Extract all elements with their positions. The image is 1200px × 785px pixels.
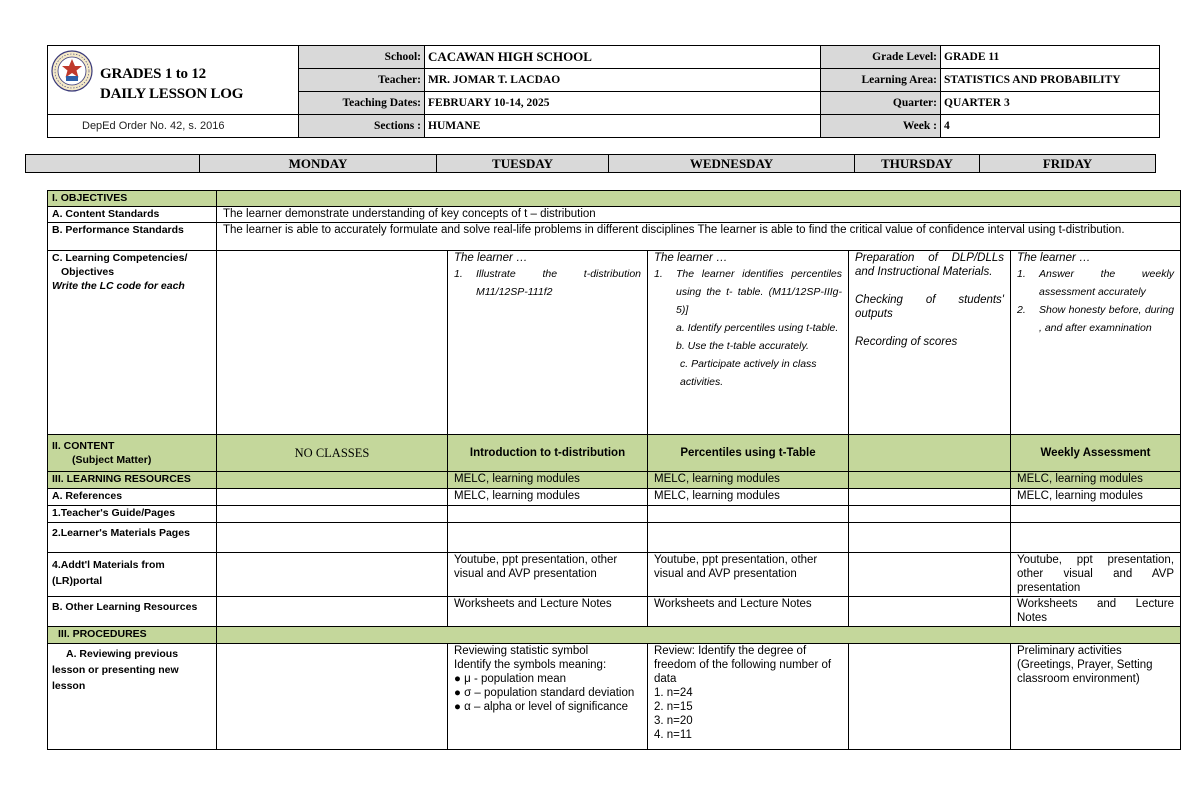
tuesday-learner-intro: The learner … xyxy=(454,252,528,264)
week-label: Week : xyxy=(821,115,941,138)
additional-materials-label xyxy=(48,553,217,597)
thursday-item-3: Recording of scores xyxy=(855,336,958,348)
thursday-resources xyxy=(849,472,1011,489)
wednesday-objective-a: a. Identify percentiles using t-table. xyxy=(676,322,839,334)
references-label: A. References xyxy=(48,489,217,506)
monday-other-resources xyxy=(217,597,448,627)
friday-references: MELC, learning modules xyxy=(1011,489,1181,506)
content-label-line1: II. CONTENT xyxy=(52,440,115,452)
school-value: CACAWAN HIGH SCHOOL xyxy=(425,46,821,69)
tuesday-additional-materials: Youtube, ppt presentation, other visual and AVP presentation xyxy=(448,553,648,597)
day-wednesday: WEDNESDAY xyxy=(609,155,855,173)
thursday-competencies xyxy=(849,251,1011,435)
list-item: 1. Answer the weekly assessment accurately xyxy=(1017,268,1175,298)
reviewing-label-line3: lesson xyxy=(52,680,86,692)
content-label xyxy=(48,435,217,472)
content-label-line2: (Subject Matter) xyxy=(72,454,152,466)
competencies-label-line2: Objectives xyxy=(61,266,115,278)
wednesday-review-line: 1. n=24 xyxy=(654,687,693,699)
tuesday-objectives-list xyxy=(454,265,641,301)
wednesday-learners-materials xyxy=(648,523,849,553)
tuesday-resources: MELC, learning modules xyxy=(448,472,648,489)
dates-value: FEBRUARY 10-14, 2025 xyxy=(425,92,821,115)
procedures-label: III. PROCEDURES xyxy=(48,627,217,644)
learners-materials-label: 2.Learner's Materials Pages xyxy=(48,523,217,553)
grade-value: GRADE 11 xyxy=(941,46,1160,69)
learning-resources-label: III. LEARNING RESOURCES xyxy=(48,472,217,489)
area-label: Learning Area: xyxy=(821,69,941,92)
friday-competencies xyxy=(1011,251,1181,435)
wednesday-learner-intro: The learner … xyxy=(654,252,728,264)
teacher-label: Teacher: xyxy=(299,69,425,92)
tuesday-competencies xyxy=(448,251,648,435)
monday-additional-materials xyxy=(217,553,448,597)
deped-seal-logo xyxy=(51,50,93,92)
friday-objectives-list xyxy=(1017,265,1174,337)
tuesday-review-line: Identify the symbols meaning: xyxy=(454,659,607,671)
monday-competencies xyxy=(217,251,448,435)
wednesday-additional-materials: Youtube, ppt presentation, other visual and AVP presentation xyxy=(648,553,849,597)
content-standards-text: The learner demonstrate understanding of key concepts of t – distribution xyxy=(217,207,1181,223)
day-header-row xyxy=(25,154,1156,173)
thursday-additional-materials xyxy=(849,553,1011,597)
friday-additional-materials: Youtube, ppt presentation, other visual and AVP presentation xyxy=(1011,553,1181,597)
monday-references xyxy=(217,489,448,506)
wednesday-objectives-list xyxy=(654,265,842,319)
friday-learners-materials xyxy=(1011,523,1181,553)
monday-learners-materials xyxy=(217,523,448,553)
monday-content: NO CLASSES xyxy=(217,435,448,472)
thursday-item-2: Checking of students' outputs xyxy=(855,294,1004,320)
competencies-label-line3: Write the LC code for each xyxy=(52,280,185,292)
thursday-references xyxy=(849,489,1011,506)
day-monday: MONDAY xyxy=(200,155,437,173)
tuesday-references: MELC, learning modules xyxy=(448,489,648,506)
sections-value: HUMANE xyxy=(425,115,821,138)
list-item: 1. Illustrate the t-distribution M11/12SP-111f2 xyxy=(454,268,641,298)
reviewing-label-line2: lesson or presenting new xyxy=(52,664,179,676)
wednesday-review-line: Review: Identify the degree of freedom of the following number of data xyxy=(654,645,832,685)
monday-resources xyxy=(217,472,448,489)
friday-review-line: Preliminary activities xyxy=(1017,645,1122,657)
wednesday-teachers-guide xyxy=(648,506,849,523)
procedures-band xyxy=(217,627,1181,644)
wednesday-review-line: 2. n=15 xyxy=(654,701,693,713)
title-line-2: DAILY LESSON LOG xyxy=(100,86,244,102)
list-item: 1. The learner identifies percentiles using the t- table. (M11/12SP-IIIg-5)] xyxy=(654,268,842,316)
monday-teachers-guide xyxy=(217,506,448,523)
grade-label: Grade Level: xyxy=(821,46,941,69)
wednesday-review-line: 4. n=11 xyxy=(654,729,692,741)
tuesday-content: Introduction to t-distribution xyxy=(448,435,648,472)
thursday-content xyxy=(849,435,1011,472)
friday-teachers-guide xyxy=(1011,506,1181,523)
tuesday-review-line: ● α – alpha or level of significance xyxy=(454,701,629,713)
thursday-reviewing xyxy=(849,644,1011,750)
wednesday-review-line: 3. n=20 xyxy=(654,715,693,727)
area-value: STATISTICS AND PROBABILITY xyxy=(941,69,1160,92)
content-standards-label: A. Content Standards xyxy=(48,207,217,223)
day-tuesday: TUESDAY xyxy=(437,155,609,173)
wednesday-references: MELC, learning modules xyxy=(648,489,849,506)
week-value: 4 xyxy=(941,115,1160,138)
title-line-1: GRADES 1 to 12 xyxy=(100,66,206,82)
additional-materials-line2: (LR)portal xyxy=(52,575,103,587)
friday-content: Weekly Assessment xyxy=(1011,435,1181,472)
wednesday-objective-c: c. Participate actively in class activities. xyxy=(680,358,817,388)
friday-resources: MELC, learning modules xyxy=(1011,472,1181,489)
school-label: School: xyxy=(299,46,425,69)
quarter-value: QUARTER 3 xyxy=(941,92,1160,115)
tuesday-review-line: ● μ - population mean xyxy=(454,673,567,685)
list-item: 2. Show honesty before, during , and after examnination xyxy=(1017,304,1175,334)
thursday-other-resources xyxy=(849,597,1011,627)
other-resources-label: B. Other Learning Resources xyxy=(48,597,217,627)
tuesday-teachers-guide xyxy=(448,506,648,523)
competencies-label-line1: C. Learning Competencies/ xyxy=(52,252,188,264)
tuesday-other-resources: Worksheets and Lecture Notes xyxy=(448,597,648,627)
day-header-blank xyxy=(26,155,200,173)
performance-standards-text: The learner is able to accurately formulate and solve real-life problems in different disciplines The learner is able to find the critical value of confidence interval using t-distribution. xyxy=(217,223,1181,251)
thursday-learners-materials xyxy=(849,523,1011,553)
tuesday-review-line: ● σ – population standard deviation xyxy=(454,687,635,699)
monday-reviewing xyxy=(217,644,448,750)
friday-reviewing xyxy=(1011,644,1181,750)
reviewing-label-line1: A. Reviewing previous xyxy=(66,648,179,660)
thursday-item-1: Preparation of DLP/DLLs and Instructional Materials. xyxy=(855,252,1004,278)
quarter-label: Quarter: xyxy=(821,92,941,115)
wednesday-objective-b: b. Use the t-table accurately. xyxy=(676,340,809,352)
thursday-teachers-guide xyxy=(849,506,1011,523)
day-thursday: THURSDAY xyxy=(855,155,980,173)
competencies-label xyxy=(48,251,217,435)
teachers-guide-label: 1.Teacher's Guide/Pages xyxy=(48,506,217,523)
deped-order: DepEd Order No. 42, s. 2016 xyxy=(48,115,299,138)
sections-label: Sections : xyxy=(299,115,425,138)
tuesday-learners-materials xyxy=(448,523,648,553)
brand-cell xyxy=(48,46,299,115)
friday-other-resources: Worksheets and Lecture Notes xyxy=(1011,597,1181,627)
reviewing-label xyxy=(48,644,217,750)
tuesday-reviewing xyxy=(448,644,648,750)
wednesday-competencies xyxy=(648,251,849,435)
lesson-log-header xyxy=(47,45,1160,138)
wednesday-resources: MELC, learning modules xyxy=(648,472,849,489)
wednesday-reviewing xyxy=(648,644,849,750)
objectives-label: I. OBJECTIVES xyxy=(48,191,217,207)
lesson-log-table xyxy=(47,190,1181,750)
dates-label: Teaching Dates: xyxy=(299,92,425,115)
teacher-value: MR. JOMAR T. LACDAO xyxy=(425,69,821,92)
friday-review-line: (Greetings, Prayer, Setting classroom environment) xyxy=(1017,659,1153,685)
day-friday: FRIDAY xyxy=(980,155,1156,173)
tuesday-review-line: Reviewing statistic symbol xyxy=(454,645,589,657)
additional-materials-line1: 4.Addt'l Materials from xyxy=(52,559,165,571)
wednesday-other-resources: Worksheets and Lecture Notes xyxy=(648,597,849,627)
friday-learner-intro: The learner … xyxy=(1017,252,1091,264)
wednesday-content: Percentiles using t-Table xyxy=(648,435,849,472)
log-title xyxy=(100,64,243,104)
objectives-band xyxy=(217,191,1181,207)
performance-standards-label: B. Performance Standards xyxy=(48,223,217,251)
